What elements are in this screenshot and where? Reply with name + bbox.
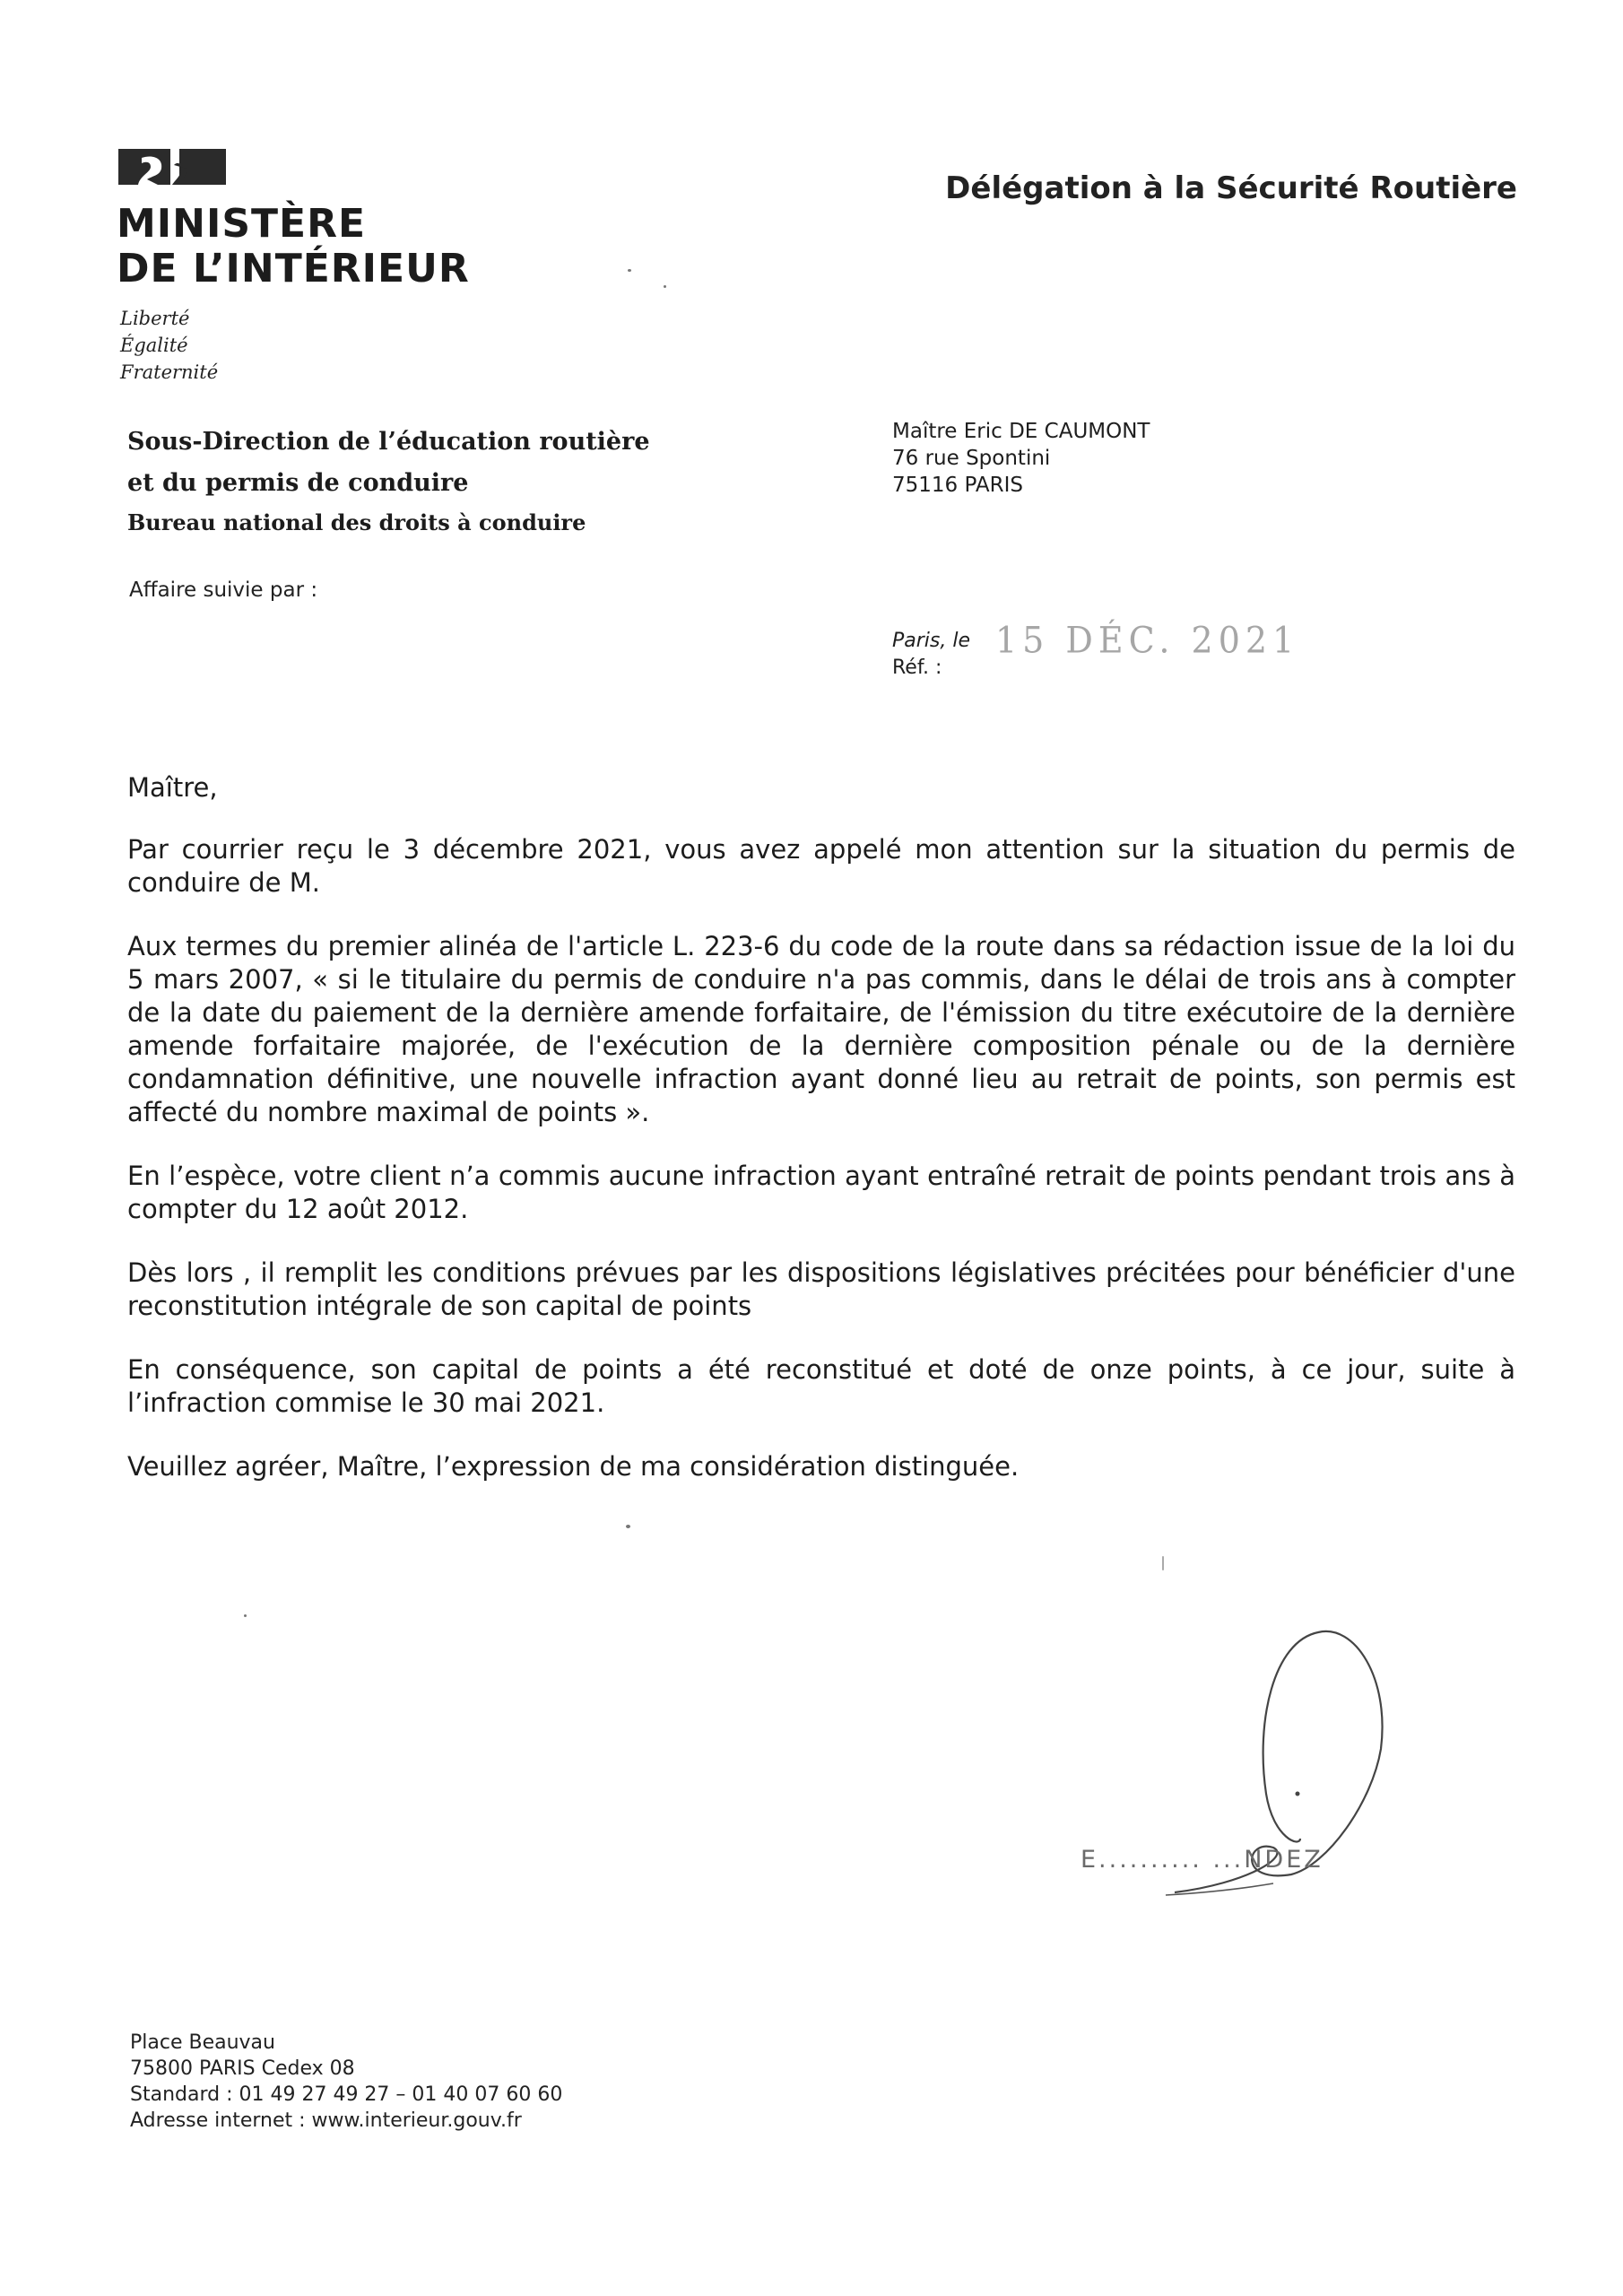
recipient-address: [892, 418, 1150, 499]
footer-postcode: 75800 PARIS Cedex 08: [130, 2057, 355, 2080]
letter-paragraph: En l’espèce, votre client n’a commis aucune infraction ayant entraîné retrait de points pendant trois ans à compter du 12 août 2012.: [127, 1161, 1515, 1224]
ministry-name-line1: MINISTÈRE: [117, 201, 367, 247]
footer-website: Adresse internet : www.interieur.gouv.fr: [130, 2109, 522, 2132]
service-subdirection-cont: et du permis de conduire: [127, 469, 469, 497]
scan-speck: [244, 1614, 247, 1617]
service-bureau: Bureau national des droits à conduire: [127, 509, 586, 535]
letter-paragraph: En conséquence, son capital de points a été reconstitué et doté de onze points, à ce jour, suite à l’infraction commise le 30 mai 2021.: [127, 1354, 1515, 1418]
letter-paragraph: Aux termes du premier alinéa de l'article L. 223-6 du code de la route dans sa rédaction issue de la loi du 5 mars 2007, « si le titulaire du permis de conduire n'a pas commis, dans le délai de trois ans à compter de la date du paiement de la dernière amende forfaitaire, de l'émission du titre exécutoire de la dernière amende forfaitaire majorée, de l'exécution de la dernière composition pénale ou de la dernière condamnation définitive, une nouvelle infraction ayant donné lieu au retrait de points, son permis est affecté du nombre maximal de points ».: [127, 931, 1515, 1127]
recipient-street: 76 rue Spontini: [892, 447, 1051, 470]
motto-egalite: Égalité: [120, 335, 188, 356]
reference-label: Réf. :: [892, 657, 942, 679]
delegation-title: Délégation à la Sécurité Routière: [945, 170, 1517, 206]
letter-closing: Veuillez agréer, Maître, l’expression de ma considération distinguée.: [127, 1451, 1020, 1482]
service-subdirection: Sous-Direction de l’éducation routière: [127, 428, 650, 456]
scan-speck: [626, 1525, 630, 1528]
recipient-city: 75116 PARIS: [892, 474, 1023, 497]
ministry-name: [117, 202, 470, 291]
service-block: [127, 422, 650, 542]
letter-greeting: Maître,: [127, 772, 218, 803]
footer-address: [130, 2030, 562, 2134]
ministry-name-line2: DE L’INTÉRIEUR: [117, 246, 470, 291]
letter-paragraph: Par courrier reçu le 3 décembre 2021, vous avez appelé mon attention sur la situation du permis de conduire de M.: [127, 834, 1515, 898]
marianne-logo-icon: [118, 149, 226, 187]
motto-liberte: Liberté: [120, 308, 190, 329]
footer-place: Place Beauvau: [130, 2031, 275, 2054]
footer-phone: Standard : 01 49 27 49 27 – 01 40 07 60 60: [130, 2083, 563, 2106]
case-followed-by: Affaire suivie par :: [129, 578, 318, 602]
handwritten-signature: [1031, 1614, 1444, 1937]
scan-speck: [1162, 1556, 1164, 1570]
signer-name: E.......... ...NDEZ: [1081, 1846, 1324, 1874]
date-stamp: 15 DÉC. 2021: [995, 619, 1300, 662]
letter-paragraph: Dès lors , il remplit les conditions prévues par les dispositions législatives précitées pour bénéficier d'une reconstitution intégrale de son capital de points: [127, 1257, 1515, 1321]
republic-motto: [120, 305, 218, 386]
letter-body: [127, 771, 1515, 1483]
scan-speck: [664, 285, 666, 288]
dateline: [892, 628, 970, 682]
recipient-name: Maître Eric DE CAUMONT: [892, 420, 1150, 443]
scan-speck: [628, 269, 631, 272]
dateline-place: Paris, le: [892, 630, 971, 652]
motto-fraternite: Fraternité: [120, 361, 219, 383]
